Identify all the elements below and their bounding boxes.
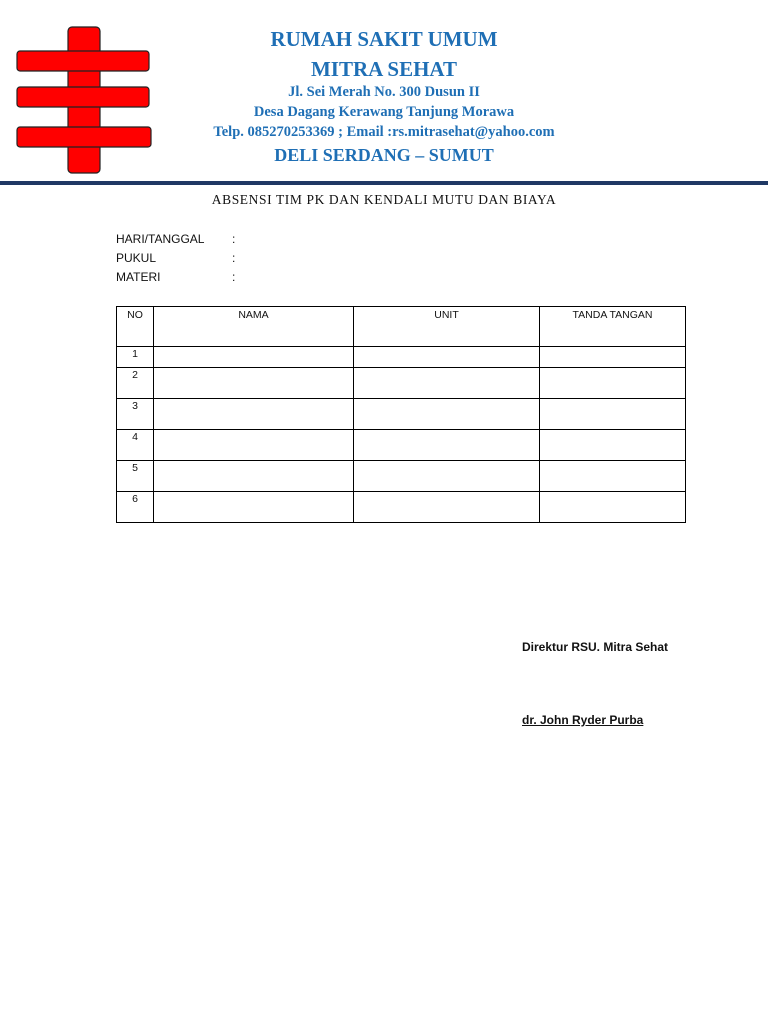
field-time xyxy=(116,251,235,265)
col-header-tanda-tangan: TANDA TANGAN xyxy=(540,307,686,347)
cell-no: 6 xyxy=(117,492,154,523)
cell-nama xyxy=(154,492,354,523)
cell-unit xyxy=(354,368,540,399)
cell-no: 1 xyxy=(117,347,154,368)
cell-nama xyxy=(154,461,354,492)
header-divider xyxy=(0,181,768,185)
field-label: MATERI xyxy=(116,270,161,284)
col-header-unit: UNIT xyxy=(354,307,540,347)
cell-unit xyxy=(354,347,540,368)
field-date xyxy=(116,232,235,246)
cell-nama xyxy=(154,368,354,399)
table-row xyxy=(117,430,686,461)
cell-no: 2 xyxy=(117,368,154,399)
cell-nama xyxy=(154,399,354,430)
cell-no: 5 xyxy=(117,461,154,492)
address-line2: Desa Dagang Kerawang Tanjung Morawa xyxy=(253,104,515,120)
cell-tanda-tangan xyxy=(540,368,686,399)
cell-tanda-tangan xyxy=(540,492,686,523)
cell-unit xyxy=(354,399,540,430)
col-header-nama: NAMA xyxy=(154,307,354,347)
table-row xyxy=(117,347,686,368)
cell-tanda-tangan xyxy=(540,347,686,368)
cell-tanda-tangan xyxy=(540,430,686,461)
field-separator: : xyxy=(232,270,236,284)
field-separator: : xyxy=(232,232,236,246)
cell-nama xyxy=(154,430,354,461)
cell-nama xyxy=(154,347,354,368)
hospital-name-line2: MITRA SEHAT xyxy=(310,57,458,81)
attendance-table xyxy=(116,306,686,523)
table-row xyxy=(117,399,686,430)
field-material xyxy=(116,270,235,284)
document-title: ABSENSI TIM PK DAN KENDALI MUTU DAN BIAYA xyxy=(211,192,557,207)
cell-unit xyxy=(354,461,540,492)
contact-line: Telp. 085270253369 ; Email :rs.mitrasehat@yahoo.com xyxy=(213,124,555,140)
col-header-no: NO xyxy=(117,307,154,347)
table-row xyxy=(117,461,686,492)
table-row xyxy=(117,368,686,399)
cell-unit xyxy=(354,492,540,523)
address-line1: Jl. Sei Merah No. 300 Dusun II xyxy=(288,84,480,100)
cell-no: 3 xyxy=(117,399,154,430)
table-header-row xyxy=(117,307,686,347)
cell-unit xyxy=(354,430,540,461)
field-label: HARI/TANGGAL xyxy=(116,232,205,246)
cell-tanda-tangan xyxy=(540,399,686,430)
signatory-name: dr. John Ryder Purba xyxy=(522,713,644,727)
hospital-name-line1: RUMAH SAKIT UMUM xyxy=(270,27,498,51)
cell-tanda-tangan xyxy=(540,461,686,492)
field-separator: : xyxy=(232,251,236,265)
region-line: DELI SERDANG – SUMUT xyxy=(274,145,494,165)
cell-no: 4 xyxy=(117,430,154,461)
table-row xyxy=(117,492,686,523)
field-label: PUKUL xyxy=(116,251,157,265)
signatory-title: Direktur RSU. Mitra Sehat xyxy=(522,640,669,654)
